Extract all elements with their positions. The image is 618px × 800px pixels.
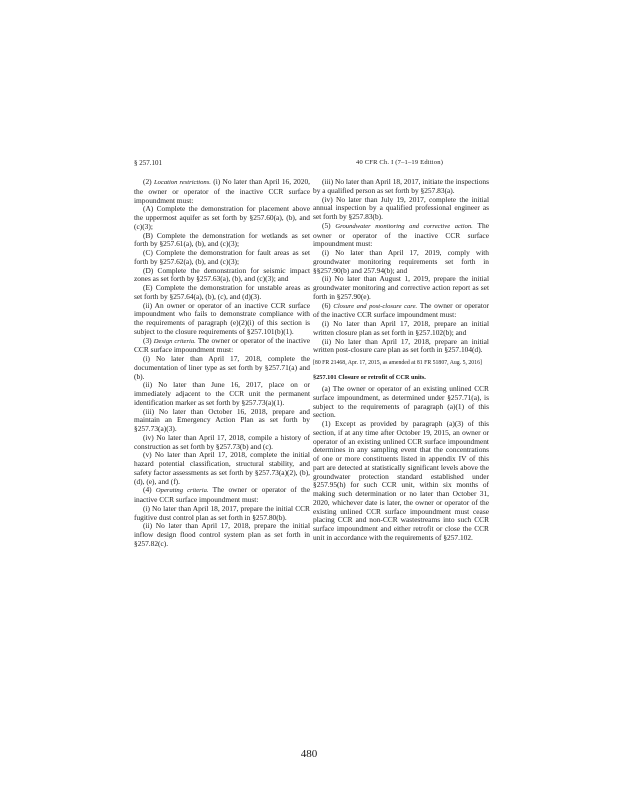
paragraph — [313, 222, 489, 249]
paragraph: (ii) No later than April 17, 2018, prepare the initial inflow design flood control system plan as set forth in §257.82(c). — [134, 521, 310, 548]
paragraph-text: The owner or operator of the inactive CCR surface impoundment must: — [313, 220, 489, 249]
paragraph — [134, 486, 310, 505]
paragraph: (i) No later than April 17, 2018, complete the documentation of liner type as set forth by §257.71(a) and (b). — [134, 354, 310, 381]
paragraph — [313, 302, 489, 321]
running-header-source: 40 CFR Ch. I (7–1–19 Edition) — [356, 159, 444, 166]
paragraph-text: The owner or operator of the inactive CCR surface impoundment must: — [134, 335, 310, 355]
section-heading: §257.101 Closure or retrofit of CCR units. — [313, 373, 426, 381]
paragraph: (E) Complete the demonstration for unstable areas as set forth by §257.64(a), (b), (c), and (d)(3). — [134, 283, 310, 301]
paragraph: (iv) No later than July 19, 2017, complete the initial annual inspection by a qualified professional engineer as set forth by §257.83(b). — [313, 194, 489, 221]
left-text-column — [134, 178, 310, 549]
paragraph — [134, 337, 310, 356]
paragraph: (D) Complete the demonstration for seismic impact zones as set forth by §257.63(a), (b), and (c)(3); and — [134, 265, 310, 284]
paragraph-subject-heading: Operating criteria. — [155, 487, 209, 495]
paragraph: (ii) No later than April 17, 2018, prepare an initial written post-closure care plan as set forth in §257.104(d). — [313, 336, 489, 355]
paragraph-number: (2) — [143, 177, 152, 186]
paragraph: (iii) No later than October 16, 2018, prepare and maintain an Emergency Action Plan as set forth by §257.73(a)(3). — [134, 406, 310, 433]
paragraph-subject-heading: Closure and post-closure care. — [333, 302, 418, 310]
paragraph-number: (5) — [322, 220, 331, 230]
paragraph: (a) The owner or operator of an existing unlined CCR surface impoundment, as determined under §257.71(a), is subject to the requirements of paragraph (a)(1) of this section. — [313, 384, 489, 420]
paragraph: (1) Except as provided by paragraph (a)(3) of this section, if at any time after October 19, 2015, an owner or operator of an existing unlined CCR surface impoundment determines in any sampling event that the concentrations of one or more constituents listed in appendix IV of this part are detected at statistically significant levels above the groundwater protection standard established under §257.95(h) for such CCR unit, within six months of making such determination or no later than October 31, 2020, whichever date is later, the owner or operator of the existing unlined CCR surface impoundment must cease placing CCR and non-CCR wastestreams into such CCR surface impoundment and either retrofit or close the CCR unit in accordance with the requirements of §257.102. — [313, 419, 489, 542]
paragraph: (v) No later than April 17, 2018, complete the initial hazard potential classification, structural stability, and safety factor assessments as set forth by §257.73(a)(2), (b), (d), (e), and (f). — [134, 450, 310, 486]
page-number: 480 — [300, 748, 318, 760]
paragraph-text: (i) No later than April 16, 2020, the owner or operator of the inactive CCR surface impoundment must: — [134, 177, 310, 205]
paragraph-text: The owner or operator of the inactive CCR surface impoundment must: — [134, 485, 310, 504]
paragraph: (iii) No later than April 18, 2017, initiate the inspections by a qualified person as set forth by §257.83(a). — [313, 177, 489, 195]
paragraph: (ii) An owner or operator of an inactive CCR surface impoundment who fails to demonstrate compliance with the requirements of paragraph (e)(2)(i) of this section is subject to the closure requirements of §257.101(b)(1). — [134, 300, 310, 336]
paragraph: (C) Complete the demonstration for fault areas as set forth by §257.62(a), (b), and (c)(3); — [134, 248, 310, 266]
paragraph: (A) Complete the demonstration for placement above the uppermost aquifer as set forth by §257.60(a), (b), and (c)(3); — [134, 204, 310, 231]
paragraph: (ii) No later than June 16, 2017, place on or immediately adjacent to the CCR unit the permanent identification marker as set forth by §257.73(a)(1). — [134, 380, 310, 407]
paragraph: (i) No later than April 17, 2018, prepare an initial written closure plan as set forth in §257.102(b); and — [313, 319, 489, 337]
paragraph: (i) No later than April 18, 2017, prepare the initial CCR fugitive dust control plan as set forth in §257.80(b). — [134, 503, 310, 522]
paragraph-subject-heading: Design criteria. — [153, 337, 196, 345]
paragraph-text: The owner or operator of the inactive CCR surface impoundment must: — [313, 300, 489, 320]
paragraph: (B) Complete the demonstration for wetlands as set forth by §257.61(a), (b), and (c)(3); — [134, 230, 310, 249]
paragraph-subject-heading: Location restrictions. — [153, 179, 211, 186]
paragraph — [134, 178, 310, 205]
paragraph-subject-heading: Groundwater monitoring and corrective action. — [335, 222, 473, 230]
paragraph-number: (6) — [322, 300, 331, 310]
paragraph-number: (3) — [143, 335, 152, 345]
paragraph: (ii) No later than August 1, 2019, prepare the initial groundwater monitoring and corrective action report as set forth in §257.90(e). — [313, 274, 489, 301]
paragraph: (i) No later than April 17, 2019, comply with groundwater monitoring requirements set forth in §§257.90(b) and 257.94(b); and — [313, 248, 489, 275]
right-text-column — [313, 178, 489, 543]
running-header-section: § 257.101 — [134, 159, 162, 167]
paragraph: (iv) No later than April 17, 2018, compile a history of construction as set forth by §257.73(b) and (c). — [134, 432, 310, 451]
paragraph-number: (4) — [143, 485, 152, 495]
amendment-citation: [80 FR 21468, Apr. 17, 2015, as amended at 81 FR 51807, Aug. 5, 2016] — [313, 360, 482, 366]
